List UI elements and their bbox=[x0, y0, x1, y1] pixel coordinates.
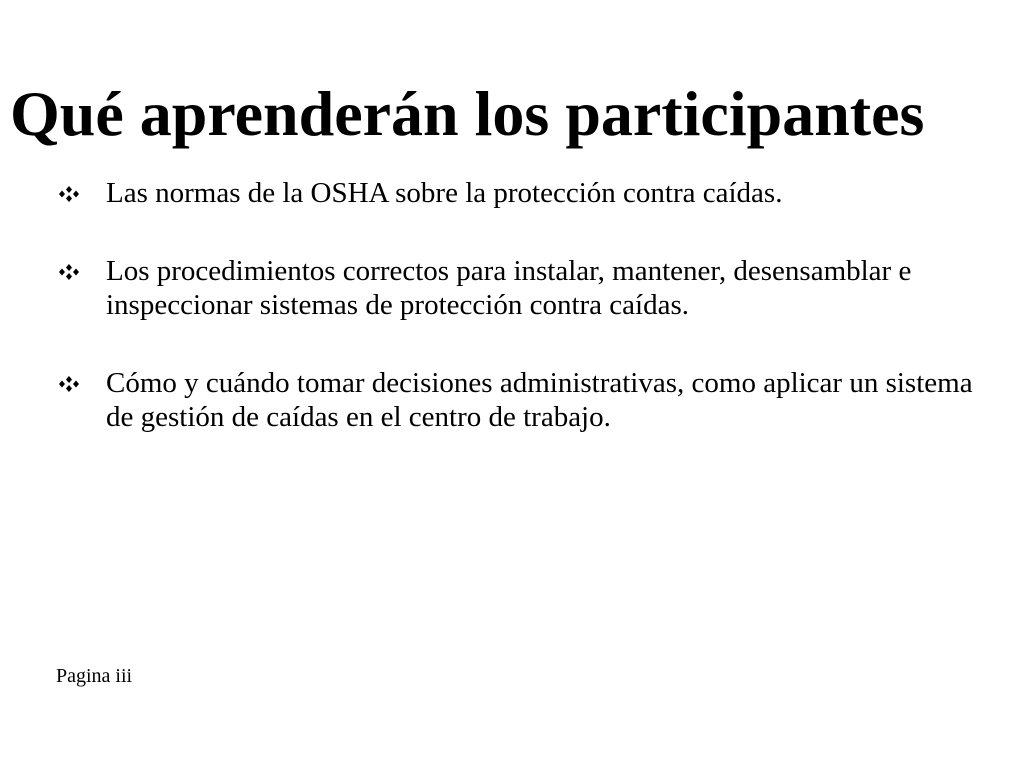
bullet-list bbox=[56, 176, 986, 434]
four-diamond-bullet-icon bbox=[56, 263, 82, 281]
four-diamond-bullet-icon bbox=[56, 185, 82, 203]
bullet-item-1 bbox=[56, 176, 986, 210]
bullet-text: Cómo y cuándo tomar decisiones administrativas, como aplicar un sistema de gestión de caídas en el centro de trabajo. bbox=[106, 367, 973, 433]
page-label: Pagina iii bbox=[56, 665, 133, 687]
bullet-item-3 bbox=[56, 366, 986, 434]
bullet-text: Las normas de la OSHA sobre la protección contra caídas. bbox=[106, 177, 783, 209]
bullet-item-2 bbox=[56, 254, 986, 322]
bullet-text: Los procedimientos correctos para instalar, mantener, desensamblar e inspeccionar sistemas de protección contra caídas. bbox=[106, 255, 912, 321]
four-diamond-bullet-icon bbox=[56, 375, 82, 393]
slide-title: Qué aprenderán los participantes bbox=[10, 78, 925, 149]
